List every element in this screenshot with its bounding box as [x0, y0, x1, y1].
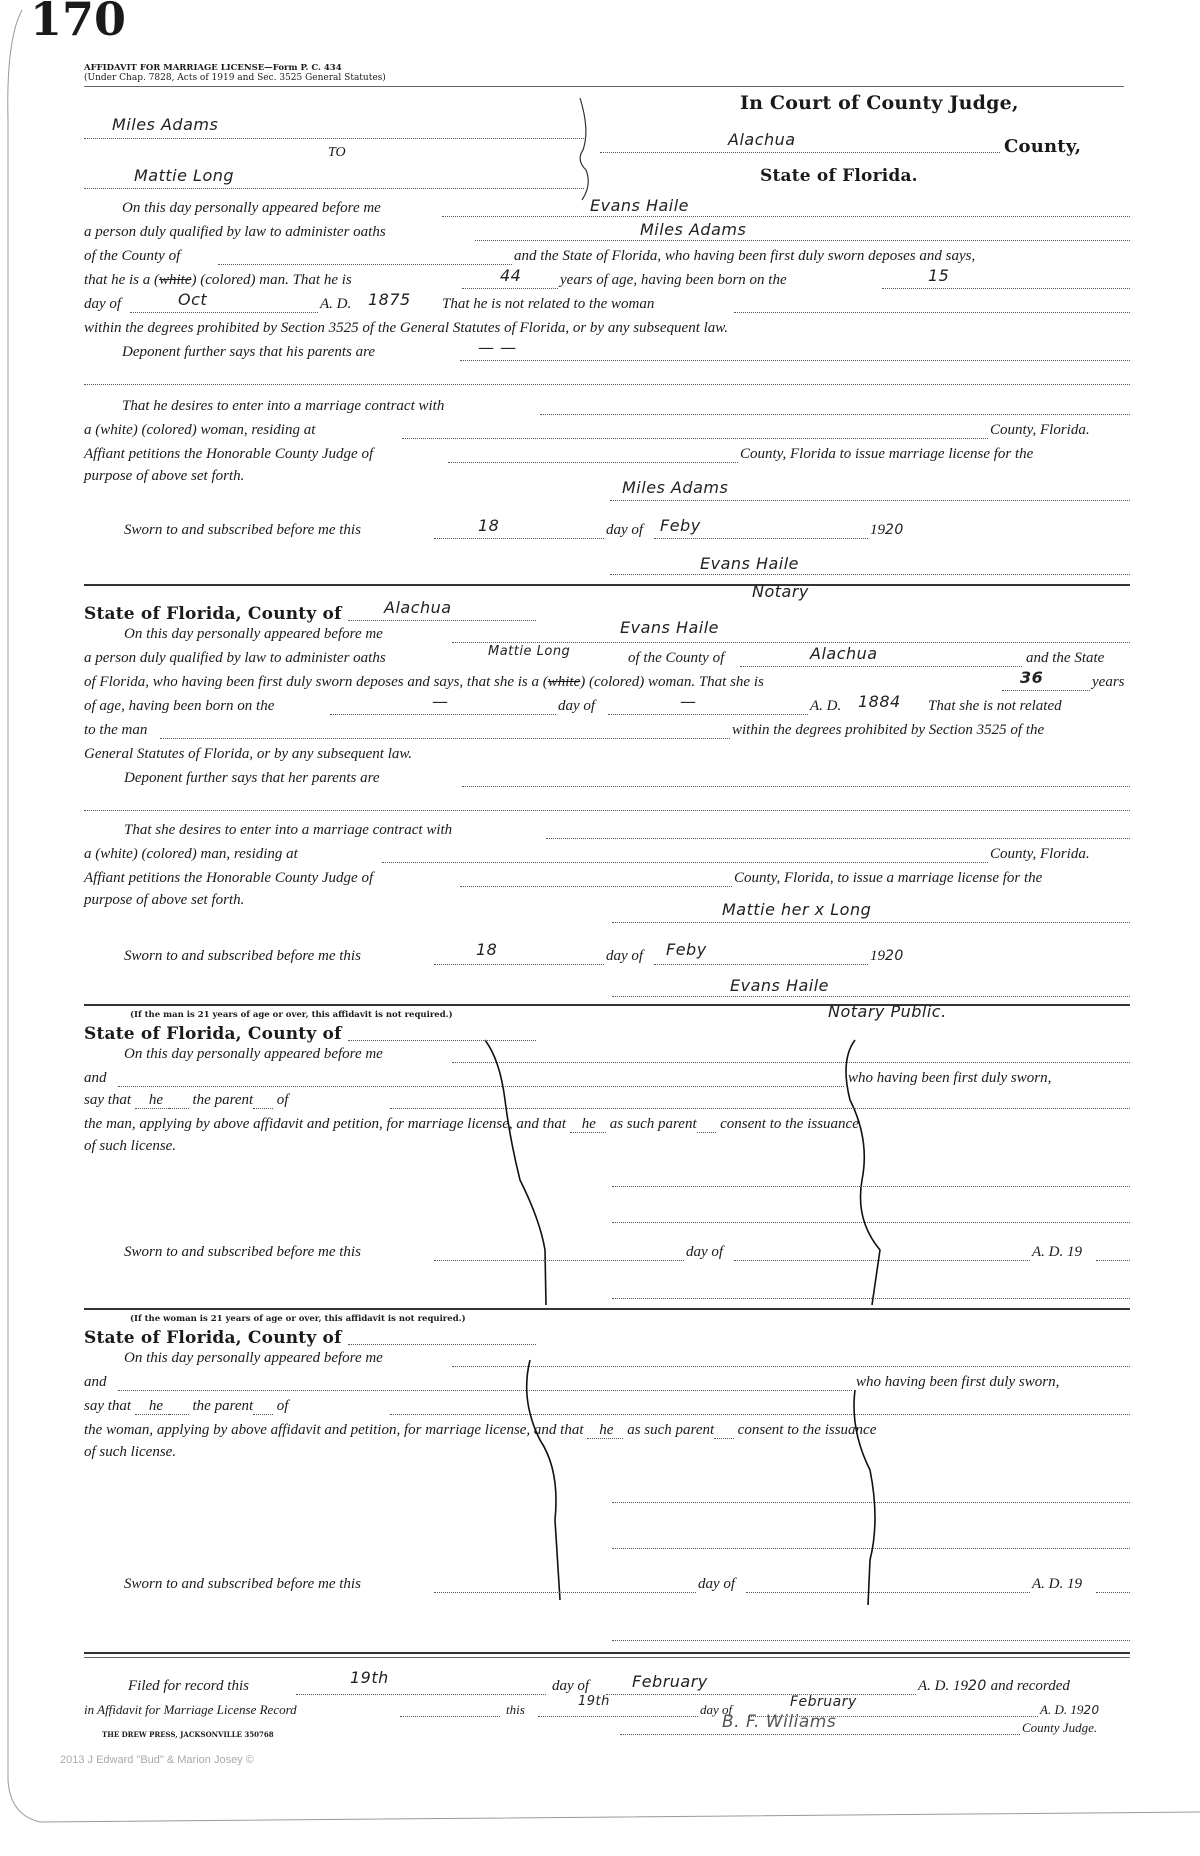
groom-sworn-day-line [434, 538, 604, 539]
filing-l2a: in Affidavit for Marriage License Record [84, 1702, 297, 1717]
header-rule [84, 86, 1124, 87]
groom-parents-line-2 [84, 384, 1130, 385]
woman-consent-month-line [746, 1592, 1030, 1593]
bride-l9b: County, Florida. [990, 846, 1090, 862]
woman-consent-l3b: the parent [192, 1398, 254, 1414]
bride-county2-line [740, 666, 1022, 667]
groom-sworn-year-prefix: 19 [870, 522, 885, 538]
groom-l10b: County, Florida to issue marriage license for the [740, 446, 1034, 462]
groom-l3b: and the State of Florida, who having been first duly sworn deposes and says, [514, 248, 976, 264]
groom-l2: a person duly qualified by law to administer oaths [84, 224, 386, 240]
woman-consent-county-line [348, 1344, 536, 1345]
groom-officer: Evans Haile [590, 196, 690, 215]
section-divider-3 [84, 1308, 1130, 1310]
court-heading: In Court of County Judge, [740, 92, 1019, 114]
groom-l7: Deponent further says that his parents are [122, 344, 376, 360]
woman-consent-l1: On this day personally appeared before me [124, 1350, 383, 1366]
filing-l3: County Judge. [1022, 1720, 1098, 1735]
groom-age: 44 [500, 266, 522, 285]
filing-month-line [606, 1694, 916, 1695]
man-consent-l3-he: he [135, 1092, 169, 1109]
man-consent-child-line [390, 1108, 1130, 1109]
filing-record-line [400, 1716, 500, 1717]
man-consent-sworn-a: Sworn to and subscribed before me this [124, 1244, 361, 1260]
filing-l2c: day of [700, 1702, 733, 1717]
woman-consent-sworn-a: Sworn to and subscribed before me this [124, 1576, 361, 1592]
woman-consent-notary-line [612, 1640, 1130, 1641]
bride-sworn-day: 18 [476, 940, 498, 959]
bride-l9a: a (white) (colored) man, residing at [84, 846, 298, 862]
bride-birthday-line [330, 714, 556, 715]
filing-month: February [632, 1672, 708, 1691]
section-divider-2 [84, 1004, 1130, 1006]
bride-residence-line [382, 862, 988, 863]
man-consent-l4-he: he [570, 1116, 606, 1133]
bride-l3b: ) (colored) woman. That she is [580, 674, 764, 690]
bride-affiant: Mattie Long [488, 644, 571, 659]
groom-sworn-month-line [654, 538, 868, 539]
groom-sworn-b: day of [606, 522, 644, 538]
form-title: AFFIDAVIT FOR MARRIAGE LICENSE—Form P. C. 434 [84, 63, 342, 73]
caption-brace [580, 98, 588, 200]
woman-consent-officer-line [452, 1366, 1130, 1367]
bride-l2b: of the County of [628, 650, 725, 666]
man-consent-l2a: and [84, 1070, 107, 1086]
groom-name: Miles Adams [112, 115, 219, 134]
groom-l11: purpose of above set forth. [84, 468, 245, 484]
groom-residence-line [402, 438, 988, 439]
groom-l5c: That he is not related to the woman [442, 296, 655, 312]
bride-notary-line [612, 996, 1130, 997]
woman-consent-child-line [390, 1414, 1130, 1415]
bride-contract-line [546, 838, 1130, 839]
man-consent-notary-line [612, 1298, 1130, 1299]
bride-sworn-year-suffix: 20 [885, 948, 904, 964]
groom-parents-line [460, 360, 1130, 361]
bride-l3a: of Florida, who having been first duly sworn deposes and says, that she is a ( [84, 674, 548, 690]
groom-signature-line [610, 500, 1130, 501]
woman-consent-l2a: and [84, 1374, 107, 1390]
bride-related-line [160, 738, 730, 739]
man-consent-sworn-c: A. D. 19 [1032, 1244, 1082, 1260]
bride-judge-county-line [460, 886, 732, 887]
bride-l8: That she desires to enter into a marriage contract with [124, 822, 453, 838]
man-consent-l2b: who having been first duly sworn, [848, 1070, 1052, 1086]
section-divider-1 [84, 584, 1130, 586]
bride-parents-line [462, 786, 1130, 787]
bride-l4d: That she is not related [928, 698, 1062, 714]
man-consent-month-line [734, 1260, 1030, 1261]
woman-consent-sworn-b: day of [698, 1576, 736, 1592]
bride-l6: General Statutes of Florida, or by any subsequent law. [84, 746, 413, 762]
woman-consent-names-line [118, 1390, 852, 1391]
judge-signature: B. F. Wiliams [722, 1712, 837, 1732]
woman-consent-heading: State of Florida, County of [84, 1328, 342, 1348]
bride-signature-line [612, 922, 1130, 923]
groom-county-line [218, 264, 512, 265]
bride-line [84, 188, 584, 189]
man-consent-note: (If the man is 21 years of age or over, this affidavit is not required.) [130, 1010, 453, 1020]
groom-l4c: years of age, having been born on the [560, 272, 787, 288]
filing-day: 19th [350, 1668, 389, 1687]
bride-sworn-day-line [434, 964, 604, 965]
filing-l1d: and recorded [990, 1678, 1070, 1694]
groom-l10a: Affiant petitions the Honorable County Judge of [84, 446, 374, 462]
groom-officer-line [442, 216, 1130, 217]
groom-sworn-year-suffix: 20 [885, 522, 904, 538]
bride-l5b: within the degrees prohibited by Section 3525 of the [732, 722, 1045, 738]
bride-l3c: years [1092, 674, 1125, 690]
man-consent-l5: of such license. [84, 1138, 177, 1154]
man-consent-l3b: the parent [192, 1092, 254, 1108]
page-number: 170 [30, 0, 127, 46]
woman-consent-l5: of such license. [84, 1444, 177, 1460]
caption-county-line [600, 152, 1000, 153]
bride-birth-year: 1884 [858, 692, 901, 711]
groom-contract-line [540, 414, 1130, 415]
groom-judge-county-line [448, 462, 738, 463]
groom-l5a: day of [84, 296, 122, 312]
man-consent-l4a: the man, applying by above affidavit and petition, for marriage license, and that [84, 1116, 567, 1132]
bride-white-struck: white [547, 674, 581, 690]
bride-l11: purpose of above set forth. [84, 892, 245, 908]
woman-consent-sig-line-1 [612, 1502, 1130, 1503]
groom-related-line [734, 312, 1130, 313]
bride-sworn-month: Feby [666, 940, 707, 959]
groom-sworn-day: 18 [478, 516, 500, 535]
groom-birthday-line [882, 288, 1130, 289]
bride-l7: Deponent further says that her parents are [124, 770, 380, 786]
woman-consent-l3a: say that [84, 1398, 132, 1414]
man-consent-l3c: of [276, 1092, 289, 1108]
woman-consent-l4a: the woman, applying by above affidavit and petition, for marriage license, and that [84, 1422, 584, 1438]
bride-parents-line-2 [84, 810, 1130, 811]
man-consent-sworn-b: day of [686, 1244, 724, 1260]
bride-officer: Evans Haile [620, 618, 720, 637]
woman-consent-sig-line-2 [612, 1548, 1130, 1549]
bride-signature: Mattie her x Long [722, 900, 872, 919]
bride-sworn-a: Sworn to and subscribed before me this [124, 948, 361, 964]
man-consent-officer-line [452, 1062, 1130, 1063]
man-consent-year-line [1096, 1260, 1130, 1261]
county-label: County, [1004, 136, 1082, 157]
bride-sworn-month-line [654, 964, 868, 965]
bride-birth-month-line [608, 714, 808, 715]
bride-notary-title: Notary Public. [828, 1002, 947, 1021]
groom-l4a: that he is a ( [84, 272, 159, 288]
groom-l9a: a (white) (colored) woman, residing at [84, 422, 316, 438]
bride-l4b: day of [558, 698, 596, 714]
man-consent-day-line [434, 1260, 684, 1261]
woman-consent-day-line [434, 1592, 696, 1593]
groom-notary-title: Notary [752, 582, 809, 601]
groom-notary-line [610, 574, 1130, 575]
woman-consent-sworn-c: A. D. 19 [1032, 1576, 1082, 1592]
bride-name: Mattie Long [134, 166, 235, 185]
groom-l4b: ) (colored) man. That he is [191, 272, 352, 288]
bride-l2c: and the State [1026, 650, 1105, 666]
man-consent-heading: State of Florida, County of [84, 1024, 342, 1044]
groom-l9b: County, Florida. [990, 422, 1090, 438]
bride-county-line [348, 620, 536, 621]
bride-county2: Alachua [810, 644, 878, 663]
groom-affiant: Miles Adams [640, 220, 747, 239]
groom-birth-month-line [130, 312, 318, 313]
section-divider-4 [84, 1652, 1130, 1654]
bride-age: 36 [1020, 668, 1044, 687]
bride-l4a: of age, having been born on the [84, 698, 275, 714]
bride-sworn-b: day of [606, 948, 644, 964]
groom-l6: within the degrees prohibited by Section 3525 of the General Statutes of Florida, or by any subsequent law. [84, 320, 728, 336]
filing-year-suffix: 20 [968, 1678, 987, 1694]
filing-day-line [296, 1694, 546, 1695]
filing-l2b: this [506, 1702, 525, 1717]
to-label: TO [328, 145, 346, 160]
bride-officer-line [452, 642, 1130, 643]
bride-l10b: County, Florida, to issue a marriage license for the [734, 870, 1043, 886]
groom-birth-day: 15 [928, 266, 950, 285]
groom-signature: Miles Adams [622, 478, 729, 497]
section-divider-4b [84, 1657, 1130, 1658]
bride-heading: State of Florida, County of [84, 604, 342, 624]
bride-l10a: Affiant petitions the Honorable County Judge of [84, 870, 374, 886]
filing-rec-year-suffix: 20 [1083, 1703, 1100, 1717]
bride-l4c: A. D. [810, 698, 842, 714]
groom-l8: That he desires to enter into a marriage contract with [122, 398, 445, 414]
man-consent-sig-line-1 [612, 1186, 1130, 1187]
bride-birth-month: — [680, 692, 697, 711]
groom-birth-month: Oct [178, 290, 208, 309]
bride-notary-signature: Evans Haile [730, 976, 830, 995]
man-consent-names-line [118, 1086, 844, 1087]
judge-signature-line [620, 1734, 1020, 1735]
filing-l1b: day of [552, 1678, 590, 1694]
woman-consent-l4b: as such parent [627, 1422, 715, 1438]
consent-bracket-left [485, 1040, 546, 1305]
filing-l2d: A. D. 19 [1040, 1702, 1084, 1717]
filing-rec-month: February [790, 1694, 857, 1710]
copyright-watermark: 2013 J Edward "Bud" & Marion Josey © [60, 1754, 254, 1766]
consent-bracket-left-2 [527, 1360, 560, 1600]
woman-consent-l3c: of [276, 1398, 289, 1414]
groom-white-struck: white [159, 272, 192, 288]
groom-affiant-line [475, 240, 1130, 241]
printer-imprint: THE DREW PRESS, JACKSONVILLE 350768 [102, 1730, 274, 1739]
filing-rec-day-line [538, 1716, 698, 1717]
woman-consent-year-line [1096, 1592, 1130, 1593]
groom-age-line [462, 288, 558, 289]
filing-l1a: Filed for record this [128, 1678, 249, 1694]
man-consent-l3a: say that [84, 1092, 132, 1108]
groom-parents: — — [478, 338, 517, 357]
groom-birth-year: 1875 [368, 290, 411, 309]
caption-county-value: Alachua [728, 130, 796, 149]
man-consent-county-line [348, 1040, 536, 1041]
bride-age-line [1002, 690, 1090, 691]
filing-rec-day: 19th [578, 1694, 610, 1709]
groom-l3a: of the County of [84, 248, 181, 264]
bride-l2a: a person duly qualified by law to administer oaths [84, 650, 386, 666]
groom-l5b: A. D. [320, 296, 352, 312]
form-subtitle: (Under Chap. 7828, Acts of 1919 and Sec. 3525 General Statutes) [84, 73, 386, 83]
bride-birth-day: — [432, 692, 449, 711]
woman-consent-l4c: consent to the issuance [737, 1422, 877, 1438]
groom-notary-signature: Evans Haile [700, 554, 800, 573]
bride-sworn-year-prefix: 19 [870, 948, 885, 964]
groom-sworn-a: Sworn to and subscribed before me this [124, 522, 361, 538]
woman-consent-note: (If the woman is 21 years of age or over, this affidavit is not required.) [130, 1314, 466, 1324]
groom-sworn-month: Feby [660, 516, 701, 535]
man-consent-l1: On this day personally appeared before me [124, 1046, 383, 1062]
state-heading: State of Florida. [760, 166, 918, 186]
filing-l1c: A. D. 19 [918, 1678, 968, 1694]
groom-l1: On this day personally appeared before me [122, 200, 381, 216]
bride-l5a: to the man [84, 722, 148, 738]
man-consent-l4b: as such parent [609, 1116, 697, 1132]
woman-consent-l2b: who having been first duly sworn, [856, 1374, 1060, 1390]
man-consent-sig-line-2 [612, 1222, 1130, 1223]
man-consent-l4c: consent to the issuance [720, 1116, 859, 1132]
woman-consent-l3-he: he [135, 1398, 169, 1415]
woman-consent-l4-he: he [587, 1422, 623, 1439]
bride-l1: On this day personally appeared before me [124, 626, 383, 642]
bride-county: Alachua [384, 598, 452, 617]
groom-line [84, 138, 584, 139]
